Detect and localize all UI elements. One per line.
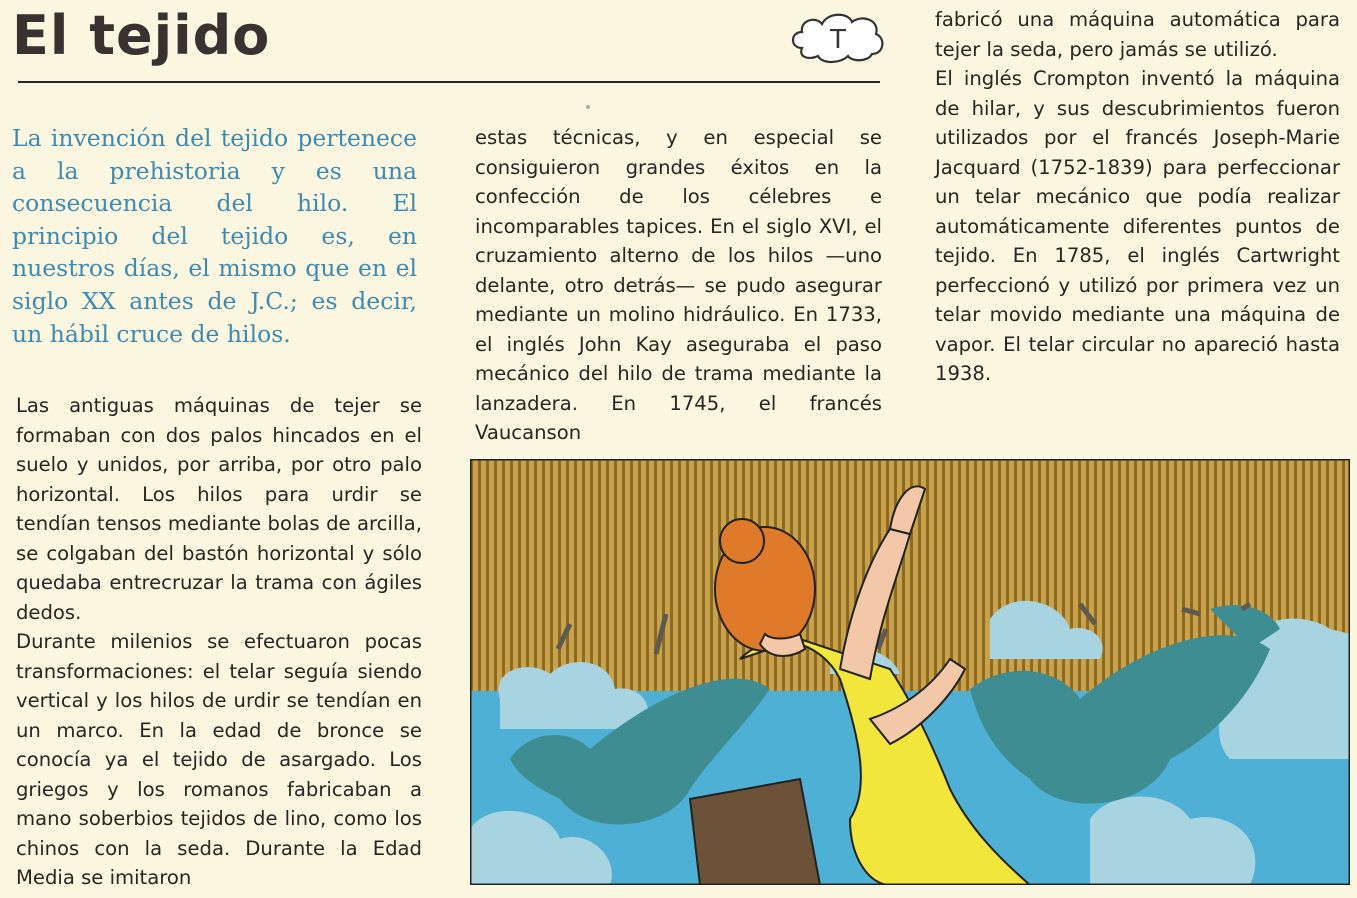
print-speck [586,105,590,109]
intro-paragraph: La invención del tejido pertenece a la prehistoria y es una consecuencia del hilo. El principio del tejido es, en nuestros días, el mismo que en el siglo XX antes de J.C.; es decir, un hábil cruce de hilos. [12,124,417,348]
topic-cloud-icon [788,8,888,66]
column-1-paragraph-2: Durante milenios se efectuaron pocas transformaciones: el telar seguía siendo vertical y los hilos de urdir se tendían en un marco. En la edad de bronce se conocía ya el tejido de asargado. Los griegos y los romanos fabricaban a mano soberbios tejidos de lino, como los chinos con la seda. Durante la Edad Media se imitaron [16,630,422,889]
column-1-paragraph-1: Las antiguas máquinas de tejer se formaban con dos palos hincados en el suelo y unidos, por arriba, por otro palo horizontal. Los hilos para urdir se tendían tensos mediante bolas de arcilla, se colgaban del bastón horizontal y sólo quedaba entrecruzar la trama con ágiles dedos. [16,394,422,624]
column-3-paragraph-2: El inglés Crompton inventó la máquina de hilar, y sus descubrimientos fueron utilizados por el francés Joseph-Marie Jacquard (1752-1839) para perfeccionar un telar mecánico que podía realizar automáticamente diferentes puntos de tejido. En 1785, el inglés Cartwright perfeccionó y utilizó por primera vez un telar movido mediante una máquina de vapor. El telar circular no apareció hasta 1938. [935,67,1340,385]
weaving-illustration [470,459,1350,885]
column-3 [935,5,1340,389]
topic-letter: T [830,25,846,55]
column-3-paragraph-1: fabricó una máquina automática para tejer la seda, pero jamás se utilizó. [935,8,1340,61]
column-1 [16,391,422,893]
title-rule [18,81,880,83]
page-title: El tejido [12,4,271,67]
column-2 [475,123,882,448]
column-2-paragraph-1: estas técnicas, y en especial se consiguieron grandes éxitos en la confección de los célebres e incomparables tapices. En el siglo XVI, el cruzamiento alterno de los hilos —uno delante, otro detrás— se pudo asegurar mediante un molino hidráulico. En 1733, el inglés John Kay aseguraba el paso mecánico del hilo de trama mediante la lanzadera. En 1745, el francés Vaucanson [475,126,882,444]
